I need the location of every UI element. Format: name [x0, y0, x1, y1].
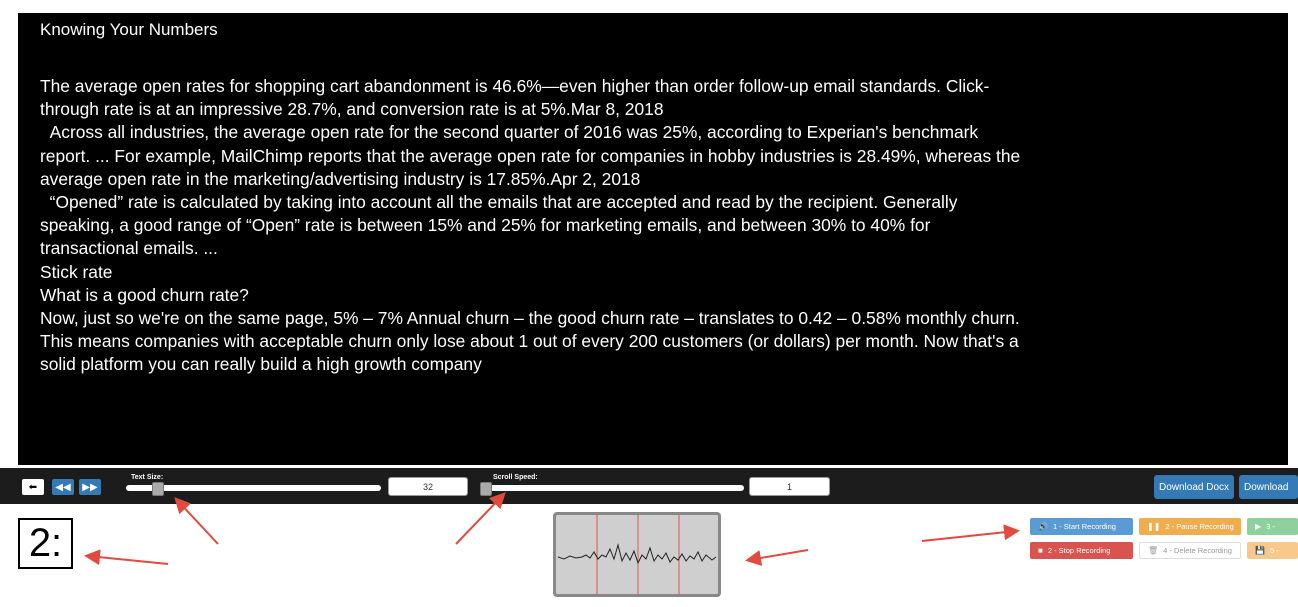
annotation-arrow — [88, 556, 168, 564]
text-size-label: Text Size: — [131, 474, 164, 481]
display-number: 2: — [18, 518, 73, 569]
play-icon: ▶ — [1255, 522, 1262, 531]
save-icon: 💾 — [1255, 546, 1265, 555]
scroll-speed-value[interactable]: 1 — [749, 477, 830, 496]
annotation-arrow — [456, 495, 503, 544]
trash-icon: 🗑 — [1148, 546, 1159, 555]
download-button[interactable]: Download — [1239, 475, 1298, 499]
fast-forward-icon: ▶▶ — [82, 481, 98, 493]
rewind-icon: ◀◀ — [55, 481, 71, 493]
start-recording-button[interactable]: 🔊 1 - Start Recording — [1030, 518, 1133, 535]
text-size-value[interactable]: 32 — [388, 477, 468, 496]
stop-recording-button[interactable]: ■ 2 - Stop Recording — [1030, 542, 1133, 559]
pause-icon: ❚❚ — [1147, 522, 1161, 531]
save-recording-button[interactable]: 💾 5 - — [1247, 542, 1298, 559]
annotation-arrow — [749, 550, 808, 560]
play-recording-button[interactable]: ▶ 3 - — [1247, 518, 1298, 535]
arrow-left-icon: ⬅ — [28, 481, 38, 493]
prompter-title: Knowing Your Numbers — [40, 20, 218, 39]
annotation-arrow — [922, 531, 1016, 541]
stop-icon: ■ — [1038, 546, 1043, 555]
pause-recording-button[interactable]: ❚❚ 2 - Pause Recording — [1139, 518, 1241, 535]
download-docx-button[interactable]: Download Docx — [1154, 475, 1234, 499]
annotation-arrow — [177, 500, 218, 544]
delete-recording-button[interactable]: 🗑 4 - Delete Recording — [1139, 542, 1241, 559]
prompter-text: The average open rates for shopping cart abandonment is 46.6%—even higher than order follow-up email standards. Click-through rate is at an impressive 28.7%, and conversion rate is at 5%.Mar 8, 2018 Across all industries, the average open rate for the second quarter of 2016 was 25%, according to Experian's benchmark report. ... For example, MailChimp reports that the average open rate for companies in hobby industries is 28.49%, whereas the average open rate in the marketing/advertising industry is 17.85%.Apr 2, 2018 “Opened” rate is calculated by taking into account all the emails that are accepted and read by the recipient. Generally speaking, a good range of “Open” rate is between 15% and 25% for marketing emails, and between 30% to 40% for transactional emails. ... Stick rate What is a good churn rate? Now, just so we're on the same page, 5% – 7% Annual churn – the good churn rate – translates to 0.42 – 0.58% monthly churn. This means companies with acceptable churn only lose about 1 out of every 200 customers (or dollars) per month. Now that's a solid platform you can really build a high growth company — [40, 76, 1021, 375]
scroll-speed-label: Scroll Speed: — [493, 474, 538, 481]
speaker-icon: 🔊 — [1038, 522, 1048, 531]
